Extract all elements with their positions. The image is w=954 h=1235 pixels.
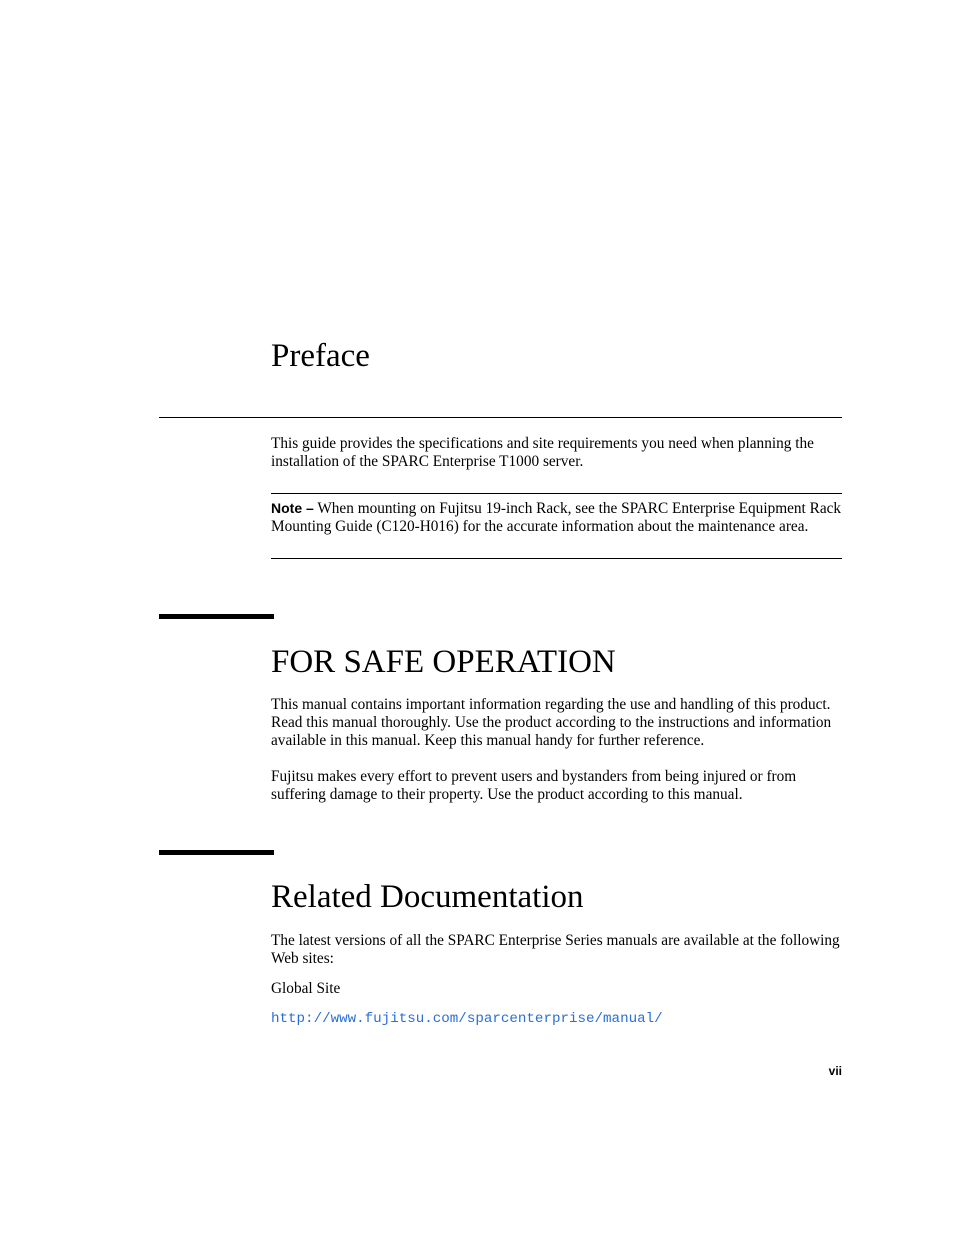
note-box xyxy=(271,499,843,536)
note-text: When mounting on Fujitsu 19-inch Rack, see the SPARC Enterprise Equipment Rack Mounting Guide (C120-H016) for the accurate information about the maintenance area. xyxy=(271,500,842,535)
page-number: vii xyxy=(828,1064,842,1078)
site-label: Global Site xyxy=(271,980,341,997)
preface-intro: This guide provides the specifications and site requirements you need when planning the installation of the SPARC Enterprise T1000 server. xyxy=(271,435,814,470)
section-marker-bar xyxy=(159,614,274,619)
related-docs-intro: The latest versions of all the SPARC Enterprise Series manuals are available at the following Web sites: xyxy=(271,932,840,967)
title-divider xyxy=(159,417,842,418)
section-marker-bar xyxy=(159,850,274,855)
safe-operation-paragraph-2: Fujitsu makes every effort to prevent users and bystanders from being injured or from suffering damage to their property. Use the product according to this manual. xyxy=(271,768,797,803)
note-top-rule xyxy=(271,493,842,494)
manual-site-link[interactable]: http://www.fujitsu.com/sparcenterprise/manual/ xyxy=(271,1011,663,1027)
section-heading-related-documentation: Related Documentation xyxy=(271,879,584,915)
note-bottom-rule xyxy=(271,558,842,559)
safe-operation-paragraph: This manual contains important information regarding the use and handling of this product. Read this manual thoroughly. Use the product according to the instructions and information available in this manual. Keep this manual handy for further reference. xyxy=(271,696,832,749)
note-label: Note – xyxy=(271,500,314,516)
section-heading-safe-operation: FOR SAFE OPERATION xyxy=(271,644,616,680)
page-title: Preface xyxy=(271,338,370,374)
